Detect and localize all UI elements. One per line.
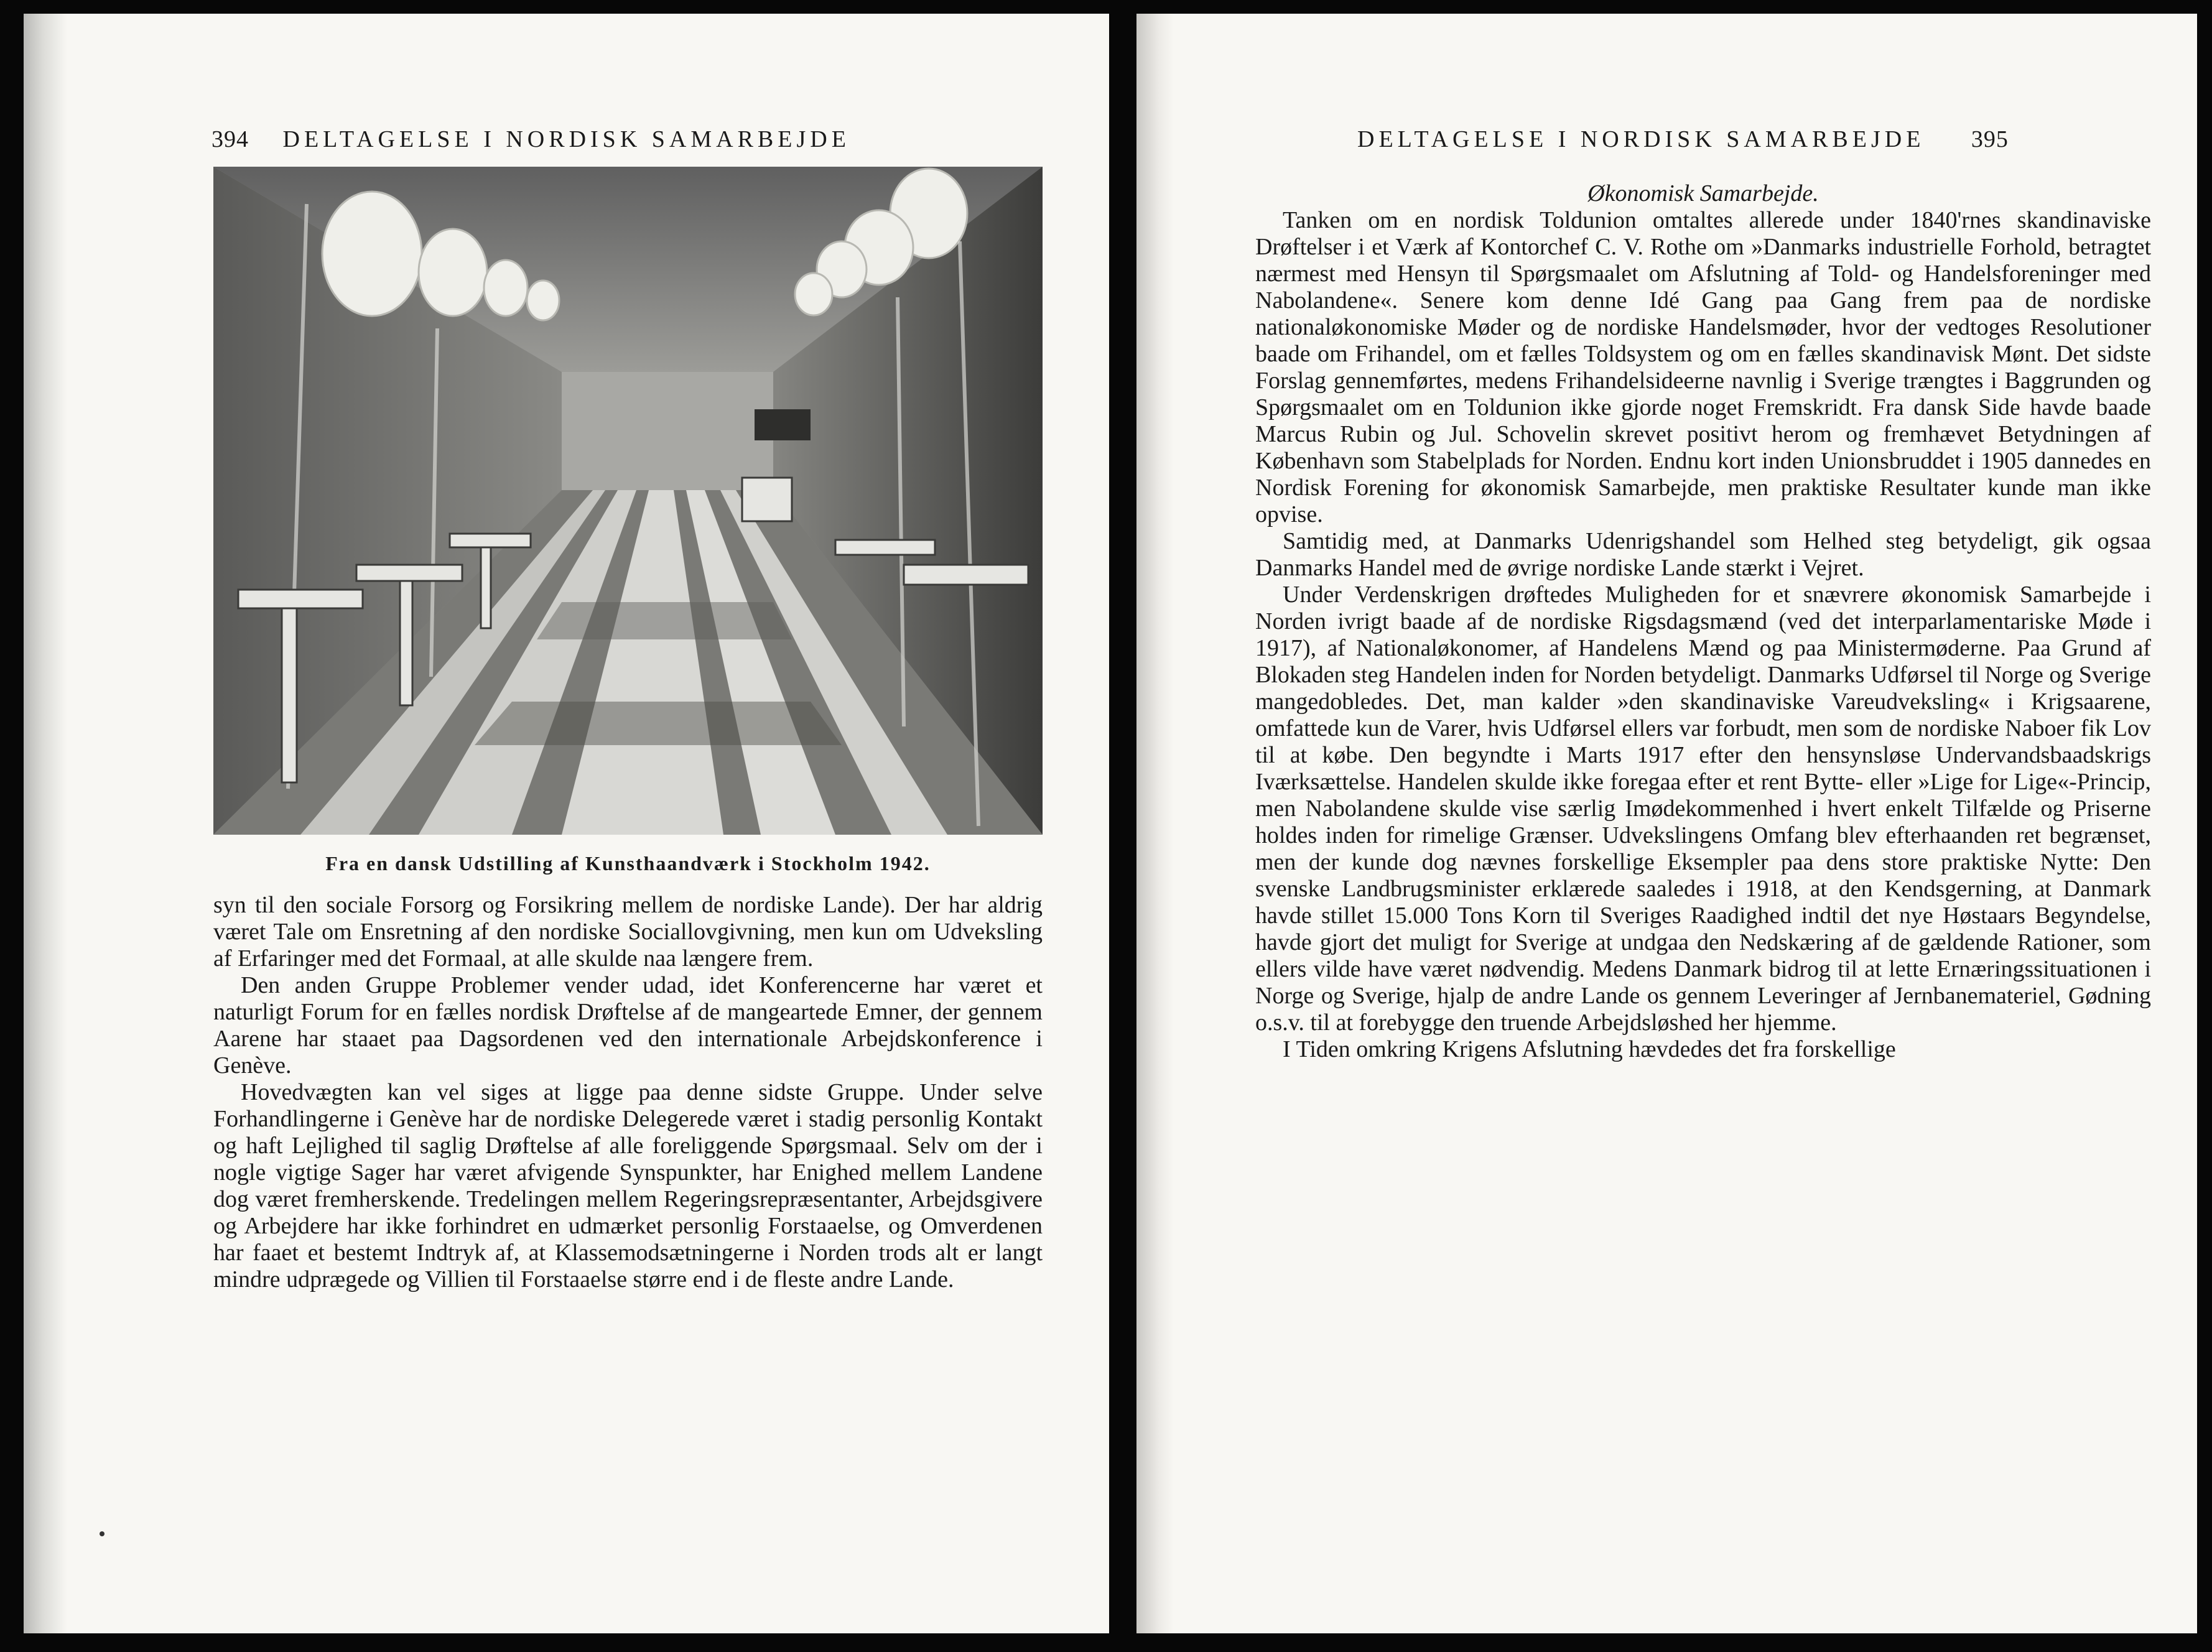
- paragraph: Samtidig med, at Danmarks Udenrigshandel som Helhed steg betydeligt, gik ogsaa Danmarks Handel med de øvrige nordiske Lande stærkt i Vejret.: [1255, 528, 2151, 581]
- right-page-number: 395: [1971, 126, 2009, 152]
- left-page-number: 394: [211, 126, 249, 152]
- left-page-edge-shadow: [24, 14, 67, 1633]
- exhibition-photo: [213, 167, 1043, 835]
- page-speck: [100, 1531, 105, 1536]
- right-page-edge-shadow: [1136, 14, 1174, 1633]
- left-running-head-title: DELTAGELSE I NORDISK SAMARBEJDE: [282, 126, 850, 152]
- right-page: [1136, 14, 2197, 1633]
- paragraph: syn til den sociale Forsorg og Forsikring mellem de nordiske Lande). Der har aldrig været Tale om Ensretning af den nordiske Sociallovgivning, men kun om Udveksling af Erfaringer med det Formaal, at alle skulde naa længere frem.: [213, 892, 1043, 972]
- right-running-head-title: DELTAGELSE I NORDISK SAMARBEJDE: [1357, 126, 1925, 152]
- right-running-head: [1357, 126, 2009, 157]
- right-body-text: [1255, 180, 2151, 1063]
- paragraph: Under Verdenskrigen drøftedes Muligheden for et snævrere økonomisk Samarbejde i Norden ivrigt baade af de nordiske Rigsdagsmænd (ved det interparlamentariske Møde i 1917), af Nationaløkonomer, af Handelens Mænd og paa Ministermøderne. Paa Grund af Blokaden steg Handelen inden for Norden betydeligt. Danmarks Udførsel til Norge og Sverige mangedobledes. Det, man kalder »den skandinaviske Vareudveksling« i Krigsaarene, omfattede kun de Varer, hvis Udførsel ellers var forbudt, men som de nordiske Naboer fik Lov til at købe. Den begyndte i Marts 1917 efter den hensynsløse Undervandsbaadskrigs Iværksættelse. Handelen skulde ikke foregaa efter et rent Bytte- eller »Lige for Lige«-Princip, men Nabolandene skulde vise særlig Imødekommenhed i hvert enkelt Tilfælde og Priserne holdes inden for rimelige Grænser. Udvekslingens Omfang blev efterhaanden ret begrænset, men der kunde dog nævnes forskellige Eksempler paa dens store praktiske Nytte: Den svenske Landbrugsminister erklærede saaledes i 1918, at den Kendsgerning, at Danmark havde stillet 15.000 Tons Korn til Sveriges Raadighed indtil det nye Høstaars Begyndelse, havde gjort det muligt for Sverige at undgaa den Nedskæring af de gældende Rationer, som ellers vilde have været nødvendig. Medens Danmark bidrog til at lette Ernæringssituationen i Norge og Sverige, hjalp de andre Lande os gennem Leveringer af Jernbanemateriel, Gødning o.s.v. til at forebygge den truende Arbejdsløshed her hjemme.: [1255, 582, 2151, 1036]
- paragraph: Tanken om en nordisk Toldunion omtaltes allerede under 1840'rnes skandinaviske Drøftelser i et Værk af Kontorchef C. V. Rothe om »Danmarks industrielle Forhold, betragtet nærmest med Hensyn til Spørgsmaalet om Afslutning af Told- og Handelsforeninger med Nabolandene«. Senere kom denne Idé Gang paa Gang frem paa de nordiske nationaløkonomiske Møder og de nordiske Handelsmøder, hvor der vedtoges Resolutioner baade om Frihandel, om et fælles Toldsystem og om en fælles skandinavisk Mønt. Det sidste Forslag gennemførtes, medens Frihandelsideerne navnlig i Sverige trængtes i Baggrunden og Spørgsmaalet om en Toldunion ikke gjorde noget Fremskridt. Fra dansk Side havde baade Marcus Rubin og Jul. Schovelin skrevet positivt herom og fremhævet Betydningen af København som Stabelplads for Norden. Endnu kort inden Unionsbruddet i 1905 dannedes en Nordisk Forening for økonomisk Samarbejde, men praktiske Resultater kunde man ikke opvise.: [1255, 207, 2151, 527]
- left-body-text: [213, 892, 1043, 1293]
- paragraph: Hovedvægten kan vel siges at ligge paa denne sidste Gruppe. Under selve Forhandlingerne i Genève har de nordiske Delegerede været i stadig personlig Kontakt og haft Lejlighed til saglig Drøftelse af alle foreliggende Spørgsmaal. Selv om der i nogle vigtige Sager har været afvigende Synspunkter, har Enighed mellem Landene dog været fremherskende. Tredelingen mellem Regeringsrepræsentanter, Arbejdsgivere og Arbejdere har ikke forhindret en udmærket personlig Forstaaelse, og Omverdenen har faaet et bestemt Indtryk af, at Klassemodsætningerne i Norden trods alt er langt mindre udprægede og Villien til Forstaaelse større end i de fleste andre Lande.: [213, 1079, 1043, 1292]
- photo-caption: Fra en dansk Udstilling af Kunsthaandværk i Stockholm 1942.: [325, 852, 931, 875]
- left-page: [24, 14, 1109, 1633]
- paragraph: I Tiden omkring Krigens Afslutning hævdedes det fra forskellige: [1283, 1036, 1896, 1062]
- paragraph: Den anden Gruppe Problemer vender udad, idet Konferencerne har været et naturligt Forum for en fælles nordisk Drøftelse af de mangeartede Emner, der gennem Aarene har staaet paa Dagsordenen ved den internationale Arbejdskonference i Genève.: [213, 972, 1043, 1079]
- section-heading: Økonomisk Samarbejde.: [1587, 180, 1819, 206]
- left-running-head: [211, 126, 850, 157]
